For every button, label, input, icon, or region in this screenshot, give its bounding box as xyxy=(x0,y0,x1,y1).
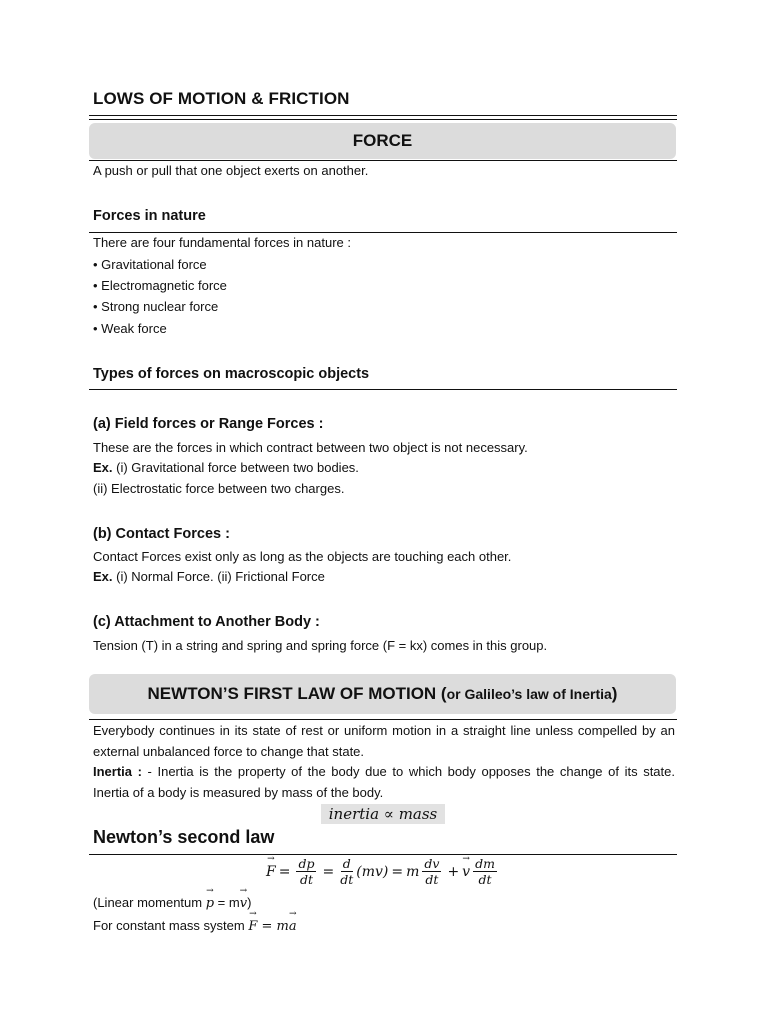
newton-second-rule xyxy=(89,854,677,855)
force-definition: A push or pull that one object exerts on another. xyxy=(93,163,369,178)
inertia-formula: inertia ∝ mass xyxy=(321,804,445,824)
dm-dt-fraction xyxy=(473,856,497,887)
fraction-denominator: dt xyxy=(340,872,354,887)
equals-sign: = xyxy=(391,863,404,880)
forces-in-nature-intro: There are four fundamental forces in nature : xyxy=(93,235,351,250)
contact-forces-text: Contact Forces exist only as long as the objects are touching each other. xyxy=(93,549,512,564)
fraction-numerator: d xyxy=(342,856,351,871)
field-forces-example-1 xyxy=(93,460,359,476)
acceleration-vector: → a xyxy=(289,919,297,935)
velocity-vector: → v xyxy=(462,864,470,880)
linear-momentum-line xyxy=(93,895,251,912)
contact-forces-heading: (b) Contact Forces : xyxy=(93,526,230,542)
momentum-vector: → p xyxy=(206,896,214,912)
newton-second-heading: Newton’s second law xyxy=(93,827,275,847)
inertia-paragraph xyxy=(93,762,675,803)
inertia-label: Inertia : xyxy=(93,764,142,779)
constant-mass-equals: = m xyxy=(257,919,289,934)
example-label: Ex. xyxy=(93,460,113,475)
field-forces-example-2: (ii) Electrostatic force between two charges. xyxy=(93,481,345,496)
inertia-text: - Inertia is the property of the body due to which body opposes the change of its state. Inertia of a body is measured by mass of the body. xyxy=(93,764,675,800)
equals-sign: = xyxy=(278,863,291,880)
force-rule xyxy=(89,160,677,161)
momentum-suffix: ) xyxy=(247,895,252,910)
fraction-numerator: dv xyxy=(424,856,440,871)
momentum-prefix: (Linear momentum xyxy=(93,895,206,910)
list-item: • Gravitational force xyxy=(93,257,207,272)
macroscopic-heading: Types of forces on macroscopic objects xyxy=(93,366,370,382)
newton-first-rule xyxy=(89,719,677,720)
constant-mass-prefix: For constant mass system xyxy=(93,918,249,933)
fraction-numerator: dp xyxy=(298,856,315,871)
plus-sign: + xyxy=(447,863,460,880)
field-forces-text: These are the forces in which contract between two object is not necessary. xyxy=(93,440,528,455)
forces-in-nature-heading: Forces in nature xyxy=(93,208,206,224)
dv-dt-fraction xyxy=(422,856,441,887)
fraction-numerator: dm xyxy=(475,856,495,871)
list-item: • Weak force xyxy=(93,321,167,336)
newton-first-law-banner xyxy=(89,674,676,714)
equals-sign: = xyxy=(322,863,335,880)
attachment-text: Tension (T) in a string and spring and spring force (F = kx) comes in this group. xyxy=(93,638,548,653)
attachment-heading: (c) Attachment to Another Body : xyxy=(93,614,320,630)
momentum-mid: = m xyxy=(214,895,240,910)
newton-second-equation xyxy=(266,856,500,887)
contact-forces-example xyxy=(93,569,325,585)
field-forces-heading: (a) Field forces or Range Forces : xyxy=(93,416,324,432)
velocity-vector: → v xyxy=(240,896,247,912)
list-item: • Electromagnetic force xyxy=(93,278,227,293)
force-banner: FORCE xyxy=(89,123,676,159)
banner-main-text: NEWTON’S FIRST LAW OF MOTION ( xyxy=(147,684,447,703)
force-vector: → F xyxy=(248,919,257,935)
forces-in-nature-rule xyxy=(89,232,677,233)
fraction-denominator: dt xyxy=(425,872,439,887)
mv-term: (mv) xyxy=(356,863,389,880)
banner-subtitle: or Galileo’s law of Inertia xyxy=(446,686,612,702)
example-text: (i) Gravitational force between two bodies. xyxy=(112,460,359,475)
dp-dt-fraction xyxy=(296,856,316,887)
macroscopic-rule xyxy=(89,389,677,390)
d-dt-fraction xyxy=(340,856,353,887)
constant-mass-line xyxy=(93,918,297,935)
force-vector: → F xyxy=(266,864,276,880)
fraction-denominator: dt xyxy=(299,872,313,887)
example-text: (i) Normal Force. (ii) Frictional Force xyxy=(112,569,325,584)
title-double-rule xyxy=(89,115,677,120)
list-item: • Strong nuclear force xyxy=(93,299,219,314)
example-label: Ex. xyxy=(93,569,113,584)
newton-first-paragraph: Everybody continues in its state of rest or uniform motion in a straight line unless compelled by an external unbalanced force to change that state. xyxy=(93,723,675,759)
document-title: LOWS OF MOTION & FRICTION xyxy=(93,89,350,108)
fraction-denominator: dt xyxy=(478,872,492,887)
banner-close-paren: ) xyxy=(611,684,618,703)
mass-symbol: m xyxy=(406,863,420,880)
